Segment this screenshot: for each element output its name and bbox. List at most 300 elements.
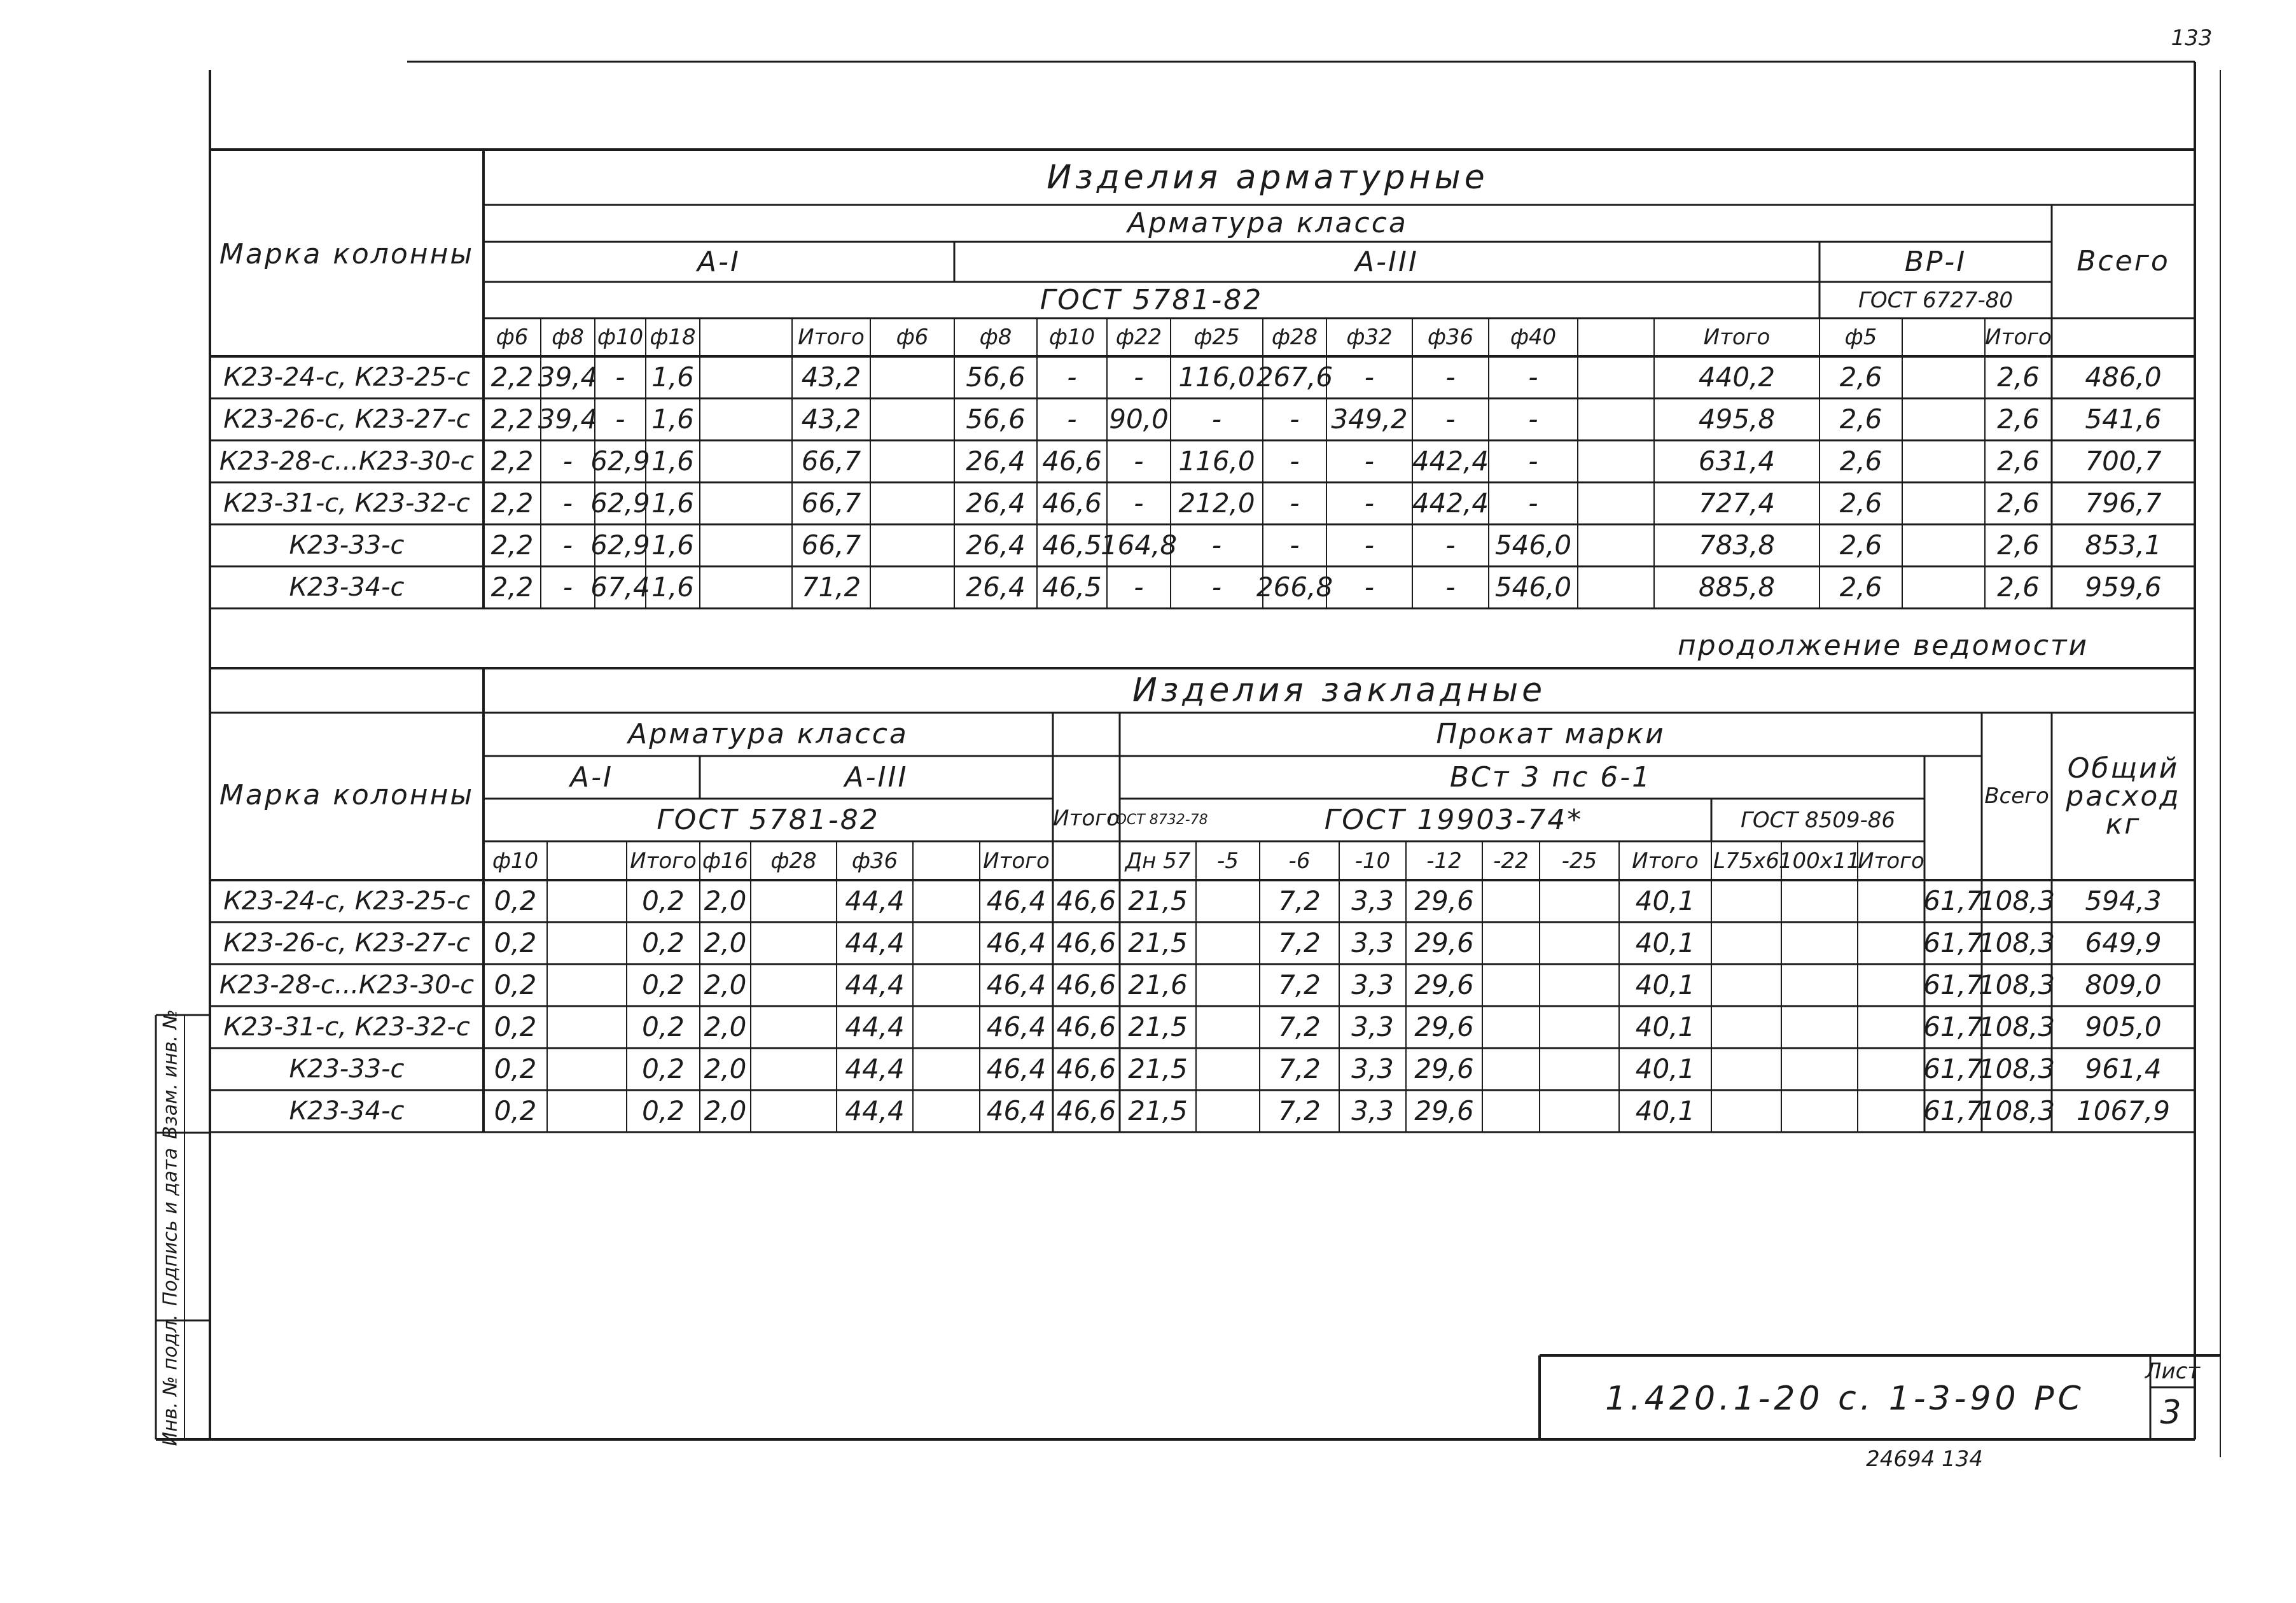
table1-cell: - <box>1290 445 1300 477</box>
table2-cell <box>1196 1090 1260 1132</box>
table2-row-mark: К23-31-с, К23-32-с <box>223 1012 470 1042</box>
table2-cell: 0,2 <box>642 969 685 1000</box>
table2-cell <box>1711 1048 1781 1090</box>
table2-cell: 21,5 <box>1128 885 1188 916</box>
table1-cell <box>1902 566 1985 608</box>
table1-cell: 1,6 <box>651 529 694 561</box>
table2-cell <box>913 1006 980 1048</box>
table1-cell: 267,6 <box>1256 361 1333 393</box>
table2-cell: 3,3 <box>1351 1053 1394 1084</box>
table2-steel: ВСт 3 пс 6-1 <box>1449 760 1652 794</box>
table2-cell <box>1858 1048 1924 1090</box>
table2-cell: 46,6 <box>1056 885 1117 916</box>
table1-cell: - <box>1364 487 1375 519</box>
table1-cell: 2,6 <box>1997 529 2040 561</box>
table2-cell: 0,2 <box>494 885 537 916</box>
table1-cell: 66,7 <box>801 529 861 561</box>
table1-cell <box>1902 440 1985 482</box>
table2-cell: 29,6 <box>1414 885 1474 916</box>
table1-cell: - <box>615 361 625 393</box>
table1-cell: - <box>1211 529 1222 561</box>
table2-cell <box>547 1090 627 1132</box>
table1-cell <box>700 524 792 566</box>
table1-cell <box>1578 398 1654 440</box>
table1-diameter-header: Итого <box>1985 325 2052 350</box>
table1-cell: 349,2 <box>1331 403 1408 435</box>
table1-cell: 116,0 <box>1178 445 1255 477</box>
table2-cell: 0,2 <box>642 885 685 916</box>
table1-diameter-header: ф10 <box>597 325 644 350</box>
table2-cell <box>1540 880 1619 922</box>
table2-row-total: 961,4 <box>2085 1053 2162 1084</box>
table1-cell: 46,5 <box>1042 529 1102 561</box>
table1-cell: 2,6 <box>1839 529 1882 561</box>
table2-cell <box>1711 922 1781 964</box>
table2-cell <box>1711 1090 1781 1132</box>
table1-cell: 2,6 <box>1839 403 1882 435</box>
table2-cell <box>1540 1048 1619 1090</box>
table1-gost2: ГОСТ 6727-80 <box>1858 287 2014 313</box>
table2-cell <box>1858 880 1924 922</box>
table1-cell: 62,9 <box>590 487 650 519</box>
table2-col-mark: Марка колонны <box>219 779 475 811</box>
table1-diameter-header: Итого <box>798 325 865 350</box>
table2-subhead: -5 <box>1217 848 1239 874</box>
table2-row-mark: К23-33-с <box>289 1054 405 1084</box>
table1-cell: 2,6 <box>1839 361 1882 393</box>
table2-cell: 44,4 <box>845 1011 905 1042</box>
table1-cell: 2,2 <box>491 403 534 435</box>
table1-row-total: 853,1 <box>2085 529 2162 561</box>
table2-row-total: 905,0 <box>2085 1011 2162 1042</box>
table2-cell <box>1711 964 1781 1006</box>
table2-cell: 3,3 <box>1351 1095 1394 1126</box>
table2-class-a3: А-III <box>844 760 908 794</box>
table1-diameter-header: Итого <box>1703 325 1771 350</box>
table2-cell: 46,4 <box>986 885 1047 916</box>
table1-cell: 2,6 <box>1997 571 2040 603</box>
table1-diameter-header <box>700 318 792 356</box>
table1-diameter-header: ф10 <box>1048 325 1096 350</box>
table2-cell: 46,6 <box>1056 969 1117 1000</box>
table2-cell <box>751 964 837 1006</box>
table1-gost1: ГОСТ 5781-82 <box>1040 283 1263 316</box>
table2-cell: 2,0 <box>704 1095 747 1126</box>
table1-cell: 56,6 <box>966 361 1026 393</box>
table2-cell <box>751 922 837 964</box>
table1-cell: 2,6 <box>1839 571 1882 603</box>
table1-cell: - <box>1445 571 1456 603</box>
table1-cell: 26,4 <box>966 445 1026 477</box>
table1-cell: 66,7 <box>801 487 861 519</box>
table1-cell: - <box>1211 403 1222 435</box>
table1-col-total: Всего <box>2077 245 2170 277</box>
table2-cell <box>1196 1048 1260 1090</box>
table1-cell: 56,6 <box>966 403 1026 435</box>
document-designation: 1.420.1-20 с. 1-3-90 РС <box>1605 1379 2085 1418</box>
table2-cell: 44,4 <box>845 885 905 916</box>
table2-cell <box>1781 922 1858 964</box>
table2-cell: 46,4 <box>986 1011 1047 1042</box>
table2-cell: 61,7 <box>1923 1095 1983 1126</box>
page-number: 133 <box>2171 25 2213 51</box>
table2-cell <box>1540 922 1619 964</box>
table1-cell: - <box>562 445 573 477</box>
table1-row-mark: К23-26-с, К23-27-с <box>223 405 470 434</box>
table2-cell: 40,1 <box>1635 1053 1695 1084</box>
table2-subhead: Итого <box>630 848 697 874</box>
table2-cell: 7,2 <box>1278 1053 1321 1084</box>
table1-diameter-header: ф6 <box>496 325 529 350</box>
table1-row-total: 486,0 <box>2085 361 2162 393</box>
table1-cell <box>870 356 954 398</box>
table1-row-mark: К23-33-с <box>289 531 405 560</box>
table1-cell: - <box>1528 403 1538 435</box>
table2-cell <box>751 880 837 922</box>
table1-cell: - <box>1364 571 1375 603</box>
table1-cell: 46,5 <box>1042 571 1102 603</box>
table2-cell <box>751 1006 837 1048</box>
table2-cell: 40,1 <box>1635 1011 1695 1042</box>
table2-cell <box>1781 1048 1858 1090</box>
table1-cell: 90,0 <box>1109 403 1169 435</box>
footer-numbers: 24694 134 <box>1866 1446 1983 1472</box>
table2-cell <box>751 1048 837 1090</box>
table2-cell: 40,1 <box>1635 969 1695 1000</box>
table2-cell <box>1781 1006 1858 1048</box>
table2-row-total: 809,0 <box>2085 969 2162 1000</box>
table2-cell <box>547 922 627 964</box>
table2-cell: 29,6 <box>1414 927 1474 958</box>
table2-subhead: ф16 <box>702 848 749 874</box>
table1-title: Изделия арматурные <box>1047 158 1489 197</box>
table1-row-total: 700,7 <box>2085 445 2162 477</box>
table2-row-mark: К23-24-с, К23-25-с <box>223 886 470 916</box>
table1-cell: 2,6 <box>1839 487 1882 519</box>
table2-cell: 108,3 <box>1978 885 2056 916</box>
table2-cell: 21,5 <box>1128 1053 1188 1084</box>
table2-cell <box>547 1006 627 1048</box>
table2-gost2: ГОСТ 19903-74* <box>1324 803 1583 836</box>
table1-cell: - <box>1290 487 1300 519</box>
table1-diameter-header: ф22 <box>1115 325 1162 350</box>
table2-cell <box>1482 1090 1540 1132</box>
table2-cell: 0,2 <box>494 1011 537 1042</box>
table2-cell: 46,6 <box>1056 1095 1117 1126</box>
table2-col-itogo: Итого <box>1053 805 1120 831</box>
table2-cell: 0,2 <box>494 969 537 1000</box>
table1-cell: - <box>562 487 573 519</box>
table1-class-vr1: ВР-I <box>1904 245 1967 278</box>
table2-cell: 2,0 <box>704 885 747 916</box>
table2-cell: 0,2 <box>642 927 685 958</box>
table1-cell: 2,6 <box>1997 403 2040 435</box>
table1-cell: - <box>1528 361 1538 393</box>
table1-cell <box>1902 524 1985 566</box>
table1-cell: - <box>1067 403 1077 435</box>
table1-cell: 62,9 <box>590 445 650 477</box>
table2-cell: 2,0 <box>704 927 747 958</box>
table1-cell: - <box>1290 529 1300 561</box>
table2-cell <box>913 1048 980 1090</box>
table2-cell: 46,4 <box>986 1095 1047 1126</box>
table1-cell: - <box>1134 361 1144 393</box>
table2-cell: 40,1 <box>1635 1095 1695 1126</box>
table2-cell: 46,6 <box>1056 1011 1117 1042</box>
table2-cell <box>1858 964 1924 1006</box>
table1-cell: 26,4 <box>966 487 1026 519</box>
side-label: Подпись и дата <box>158 1147 181 1306</box>
table2-cell <box>913 922 980 964</box>
table2-subhead: -22 <box>1493 848 1529 874</box>
table2-cell <box>913 1090 980 1132</box>
table2-cell: 0,2 <box>494 1095 537 1126</box>
table2-cell: 108,3 <box>1978 1095 2056 1126</box>
table2-cell <box>1781 964 1858 1006</box>
table2-cell: 108,3 <box>1978 927 2056 958</box>
table2-cell <box>1540 964 1619 1006</box>
table2-cell: 7,2 <box>1278 969 1321 1000</box>
table1-cell: 71,2 <box>801 571 861 603</box>
table1-cell: 1,6 <box>651 571 694 603</box>
table2-cell: 29,6 <box>1414 1053 1474 1084</box>
table2-cell: 46,6 <box>1056 927 1117 958</box>
table2-cell <box>1711 880 1781 922</box>
table1-cell: 67,4 <box>590 571 650 603</box>
table2-cell: 61,7 <box>1923 969 1983 1000</box>
table2-cell <box>1196 1006 1260 1048</box>
continuation-label: продолжение ведомости <box>1677 629 2089 662</box>
table1-cell: - <box>1134 445 1144 477</box>
table1-cell: - <box>1211 571 1222 603</box>
table1-diameter-header: ф40 <box>1510 325 1557 350</box>
table1-cell: 1,6 <box>651 361 694 393</box>
table2-subhead: ф10 <box>492 848 539 874</box>
table1-diameter-header: ф28 <box>1271 325 1318 350</box>
table2-cell: 29,6 <box>1414 1095 1474 1126</box>
table1-cell: 631,4 <box>1698 445 1776 477</box>
table2-cell: 46,4 <box>986 1053 1047 1084</box>
table1-diameter-header: ф36 <box>1427 325 1474 350</box>
table1-diameter-header: ф6 <box>896 325 929 350</box>
table1-row-mark: К23-24-с, К23-25-с <box>223 363 470 392</box>
table2-cell: 21,6 <box>1128 969 1188 1000</box>
table1-cell: 43,2 <box>801 403 861 435</box>
table1-row-mark: К23-31-с, К23-32-с <box>223 489 470 518</box>
table2-cell <box>1711 1006 1781 1048</box>
table1-diameter-header: ф25 <box>1193 325 1240 350</box>
table2-subhead: 100х11 <box>1778 848 1861 874</box>
table1-cell: 26,4 <box>966 571 1026 603</box>
table1-cell: 2,2 <box>491 445 534 477</box>
table1-cell: - <box>1067 361 1077 393</box>
table2-cell: 3,3 <box>1351 885 1394 916</box>
table1-cell: 885,8 <box>1698 571 1776 603</box>
table2-cell: 7,2 <box>1278 1095 1321 1126</box>
table1-cell: - <box>1364 445 1375 477</box>
table2-col-overall: Общий расход кг <box>2066 752 2181 841</box>
table1-cell: - <box>562 571 573 603</box>
table1-cell <box>1578 440 1654 482</box>
table2-gost3: ГОСТ 8509-86 <box>1740 807 1896 833</box>
table1-cell <box>700 398 792 440</box>
table2-col-vsego: Всего <box>1984 783 2049 809</box>
table1-cell: 546,0 <box>1494 529 1572 561</box>
table2-cell: 2,0 <box>704 969 747 1000</box>
table1-cell: - <box>1134 571 1144 603</box>
table1-cell <box>870 398 954 440</box>
table1-cell: 546,0 <box>1494 571 1572 603</box>
table2-cell: 46,6 <box>1056 1053 1117 1084</box>
table2-title: Изделия закладные <box>1132 671 1547 710</box>
table2-cell: 44,4 <box>845 927 905 958</box>
table2-cell <box>1482 880 1540 922</box>
table2-subhead: ф36 <box>851 848 898 874</box>
table1-cell: 266,8 <box>1256 571 1333 603</box>
table2-subhead: -25 <box>1561 848 1597 874</box>
table1-cell: 116,0 <box>1178 361 1255 393</box>
table2-cell: 7,2 <box>1278 927 1321 958</box>
table2-cell: 108,3 <box>1978 1011 2056 1042</box>
table1-row-total: 541,6 <box>2085 403 2162 435</box>
table2-cell <box>1781 880 1858 922</box>
table1-cell: 66,7 <box>801 445 861 477</box>
table2-cell: 44,4 <box>845 1053 905 1084</box>
table2-gost1: ГОСТ 5781-82 <box>657 803 880 836</box>
table1-cell: 39,4 <box>538 361 598 393</box>
table1-cell: 46,6 <box>1042 487 1102 519</box>
table1-cell <box>870 524 954 566</box>
table1-cell: 442,4 <box>1412 487 1489 519</box>
table1-cell: 727,4 <box>1698 487 1776 519</box>
table1-diameter-header <box>1578 318 1654 356</box>
table1-cell <box>1902 398 1985 440</box>
table2-cell: 0,2 <box>494 1053 537 1084</box>
table2-cell: 7,2 <box>1278 1011 1321 1042</box>
table1-diameter-header: ф8 <box>979 325 1012 350</box>
table2-subhead: ф28 <box>770 848 817 874</box>
table2-cell: 29,6 <box>1414 1011 1474 1042</box>
table1-cell <box>1578 356 1654 398</box>
table1-cell: 212,0 <box>1178 487 1255 519</box>
table1-cell: 2,6 <box>1839 445 1882 477</box>
table2-cell <box>1482 922 1540 964</box>
table1-cell: 2,6 <box>1997 445 2040 477</box>
table2-subhead: L75х6 <box>1713 848 1779 874</box>
table1-class-a1: А-I <box>697 245 741 278</box>
table2-cell <box>913 880 980 922</box>
table2-cell <box>1482 1048 1540 1090</box>
table2-cell: 40,1 <box>1635 927 1695 958</box>
sheet-number: 3 <box>2160 1394 2185 1432</box>
table2-subhead: Дн 57 <box>1125 848 1191 874</box>
table2-cell: 61,7 <box>1923 1053 1983 1084</box>
table1-cell: 1,6 <box>651 403 694 435</box>
table1-cell: - <box>1528 487 1538 519</box>
table1-cell <box>1902 356 1985 398</box>
table2-cell: 44,4 <box>845 969 905 1000</box>
table2-prokat: Прокат марки <box>1436 718 1666 750</box>
table2-cell <box>1196 880 1260 922</box>
table2-cell <box>1540 1090 1619 1132</box>
table1-cell <box>1578 566 1654 608</box>
table2-cell: 3,3 <box>1351 1011 1394 1042</box>
table1-cell: - <box>1364 361 1375 393</box>
table2-subhead: Итого <box>1858 848 1924 874</box>
table2-cell: 21,5 <box>1128 1011 1188 1042</box>
table2-cell: 2,0 <box>704 1053 747 1084</box>
table1-cell: 39,4 <box>538 403 598 435</box>
table1-cell <box>700 356 792 398</box>
table2-cell <box>1196 922 1260 964</box>
table1-cell: - <box>615 403 625 435</box>
table1-cell: 2,2 <box>491 487 534 519</box>
table1-row-mark: К23-28-с...К23-30-с <box>219 447 475 476</box>
table2-cell <box>1858 1090 1924 1132</box>
table1-cell: 442,4 <box>1412 445 1489 477</box>
table1-cell: - <box>1134 487 1144 519</box>
table1-cell: 2,6 <box>1997 487 2040 519</box>
table2-subhead: -10 <box>1354 848 1391 874</box>
sheet-label: Лист <box>2145 1359 2201 1384</box>
table2-cell: 21,5 <box>1128 927 1188 958</box>
table2-cell <box>547 964 627 1006</box>
table2-row-mark: К23-26-с, К23-27-с <box>223 928 470 958</box>
table2-cell: 61,7 <box>1923 1011 1983 1042</box>
table2-cell: 61,7 <box>1923 927 1983 958</box>
table2-cell <box>547 880 627 922</box>
table1-cell: - <box>1364 529 1375 561</box>
table1-row-total: 796,7 <box>2085 487 2162 519</box>
table1-cell <box>870 440 954 482</box>
table2-cell: 21,5 <box>1128 1095 1188 1126</box>
table2-cell: 2,0 <box>704 1011 747 1042</box>
table1-row-total: 959,6 <box>2085 571 2162 603</box>
table2-class-a1: А-I <box>570 760 613 794</box>
table1-cell <box>700 566 792 608</box>
table2-cell: 46,4 <box>986 927 1047 958</box>
table2-cell <box>1781 1090 1858 1132</box>
table1-diameter-header: ф8 <box>552 325 584 350</box>
table2-subhead: Итого <box>983 848 1050 874</box>
table1-cell: - <box>1290 403 1300 435</box>
table1-diameter-header: ф18 <box>650 325 696 350</box>
table1-diameter-header: ф5 <box>1844 325 1877 350</box>
table2-gost-small: ГОСТ 8732-78 <box>1108 811 1208 828</box>
table1-cell <box>870 566 954 608</box>
table1-cell: 2,2 <box>491 529 534 561</box>
table1-cell <box>1578 482 1654 524</box>
table1-col-mark: Марка колонны <box>219 238 475 270</box>
table2-row-mark: К23-28-с...К23-30-с <box>219 970 475 1000</box>
table1-cell: 2,2 <box>491 361 534 393</box>
table2-cell: 108,3 <box>1978 1053 2056 1084</box>
table2-cell <box>913 964 980 1006</box>
table1-subtitle: Арматура класса <box>1127 207 1408 239</box>
side-label: Взам. инв. № <box>158 1009 181 1139</box>
table2-cell <box>1540 1006 1619 1048</box>
table2-cell <box>1858 922 1924 964</box>
table1-cell: 1,6 <box>651 487 694 519</box>
table2-cell: 7,2 <box>1278 885 1321 916</box>
table1-cell: 783,8 <box>1698 529 1776 561</box>
table2-cell <box>1482 1006 1540 1048</box>
table1-cell <box>1578 524 1654 566</box>
table2-row-total: 649,9 <box>2085 927 2162 958</box>
table1-cell: 2,2 <box>491 571 534 603</box>
table1-cell: - <box>562 529 573 561</box>
table1-cell: 26,4 <box>966 529 1026 561</box>
